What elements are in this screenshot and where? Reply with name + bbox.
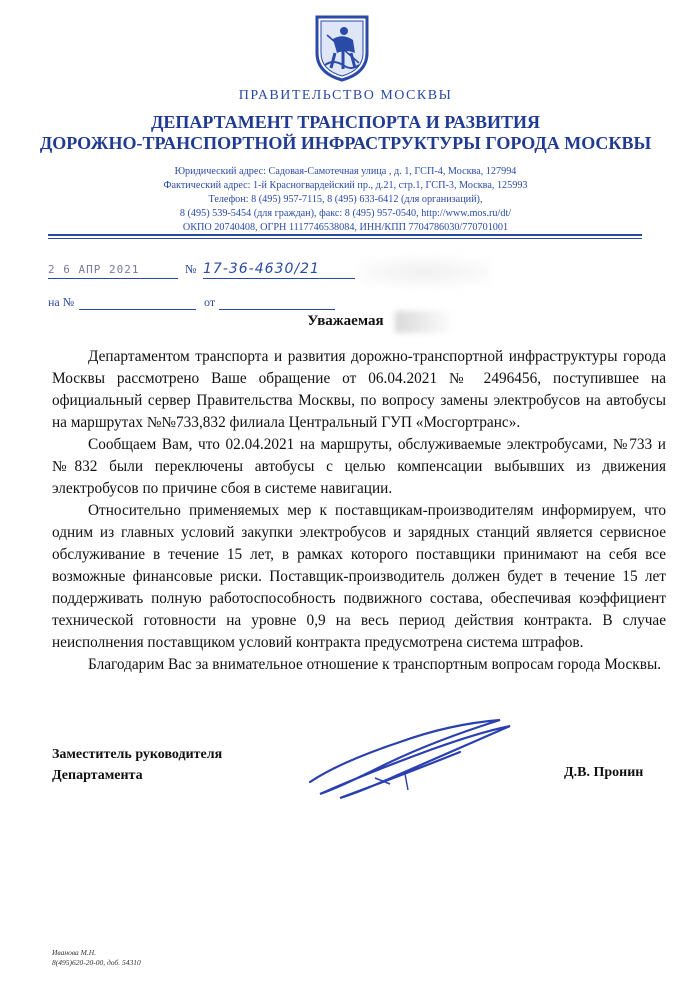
executor-phone: 8(495)620-20-00, доб. 54310 xyxy=(52,958,141,967)
letterhead-divider xyxy=(48,234,642,236)
from-label: от xyxy=(204,295,216,309)
date-stamp: 2 6 АПР 2021 xyxy=(48,263,140,276)
redacted-name xyxy=(395,311,455,333)
department-name-line2: ДОРОЖНО-ТРАНСПОРТНОЙ ИНФРАСТРУКТУРЫ ГОРОДА МОСКВЫ xyxy=(39,133,652,153)
phone-line: Телефон: 8 (495) 957-7115, 8 (495) 633-6412 (для организаций), xyxy=(208,194,483,205)
phone-fax-web-line: 8 (495) 539-5454 (для граждан), факс: 8 (495) 957-0540, http://www.mos.ru/dt/ xyxy=(179,208,512,219)
letterhead-divider-thin xyxy=(48,238,642,239)
signatory-title-line2: Департамента xyxy=(52,768,143,783)
letter-body xyxy=(52,346,666,676)
signatory-title-line1: Заместитель руководителя xyxy=(52,747,223,762)
executor-name: Иванова М.Н. xyxy=(52,948,97,957)
signatory-title xyxy=(52,744,222,786)
body-paragraph: Сообщаем Вам, что 02.04.2021 на маршруты, обслуживаемые электробусами, №733 и №832 были переключены автобусы с целью компенсации выбывших из движения электробусов по причине сбоя в системе навигации. xyxy=(52,436,666,497)
moscow-coat-of-arms-icon xyxy=(313,13,371,83)
on-number-label: на № xyxy=(48,295,75,309)
registry-codes-line: ОКПО 20740408, ОГРН 1117746538084, ИНН/КПП 7704786030/770701001 xyxy=(182,222,509,233)
signatory-name: Д.В. Пронин xyxy=(564,765,644,780)
department-name-line1: ДЕПАРТАМЕНТ ТРАНСПОРТА И РАЗВИТИЯ xyxy=(151,112,540,132)
actual-address: Фактический адрес: 1-й Красногвардейский пр., д.21, стр.1, ГСП-3, Москва, 125993 xyxy=(163,180,528,191)
government-heading: ПРАВИТЕЛЬСТВО МОСКВЫ xyxy=(238,88,453,103)
body-paragraph: Департаментом транспорта и развития дорожно-транспортной инфраструктуры города Москвы рассмотрено Ваше обращение от 06.04.2021 № 2496456, поступившее на официальный сервер Правительства Москвы, по вопросу замены электробусов на автобусы на маршрутах №№733,832 филиала Центральный ГУП «Мосгортранс». xyxy=(52,348,666,431)
body-paragraph: Относительно применяемых мер к поставщикам-производителям информируем, что одним из главных условий закупки электробусов и зарядных станций является сервисное обслуживание в течение 15 лет, в рамках которого поставщики принимают на себя все возможные финансовые риски. Поставщик-производитель должен будет в течение 15 лет поддерживать полную работоспособность подвижного состава, обеспечивая коэффициент технической готовности на уровне 0,9 на весь период действия контракта. В случае неисполнения поставщиком условий контракта предусмотрена система штрафов. xyxy=(52,502,666,651)
legal-address: Юридический адрес: Садовая-Самотечная улица , д. 1, ГСП-4, Москва, 127994 xyxy=(174,166,517,177)
handwritten-signature xyxy=(280,712,540,812)
from-date-field xyxy=(219,293,335,310)
number-label: № xyxy=(185,262,197,276)
executor-note xyxy=(52,948,141,968)
handwritten-number: 17-36-4630/21 xyxy=(203,261,320,277)
redaction-smudge xyxy=(360,258,490,286)
body-paragraph: Благодарим Вас за внимательное отношение к транспортным вопросам города Москвы. xyxy=(88,656,662,673)
salutation: Уважаемая xyxy=(307,313,384,329)
on-number-field xyxy=(79,293,196,310)
date-stamp-field xyxy=(48,260,178,279)
number-field xyxy=(203,260,355,279)
